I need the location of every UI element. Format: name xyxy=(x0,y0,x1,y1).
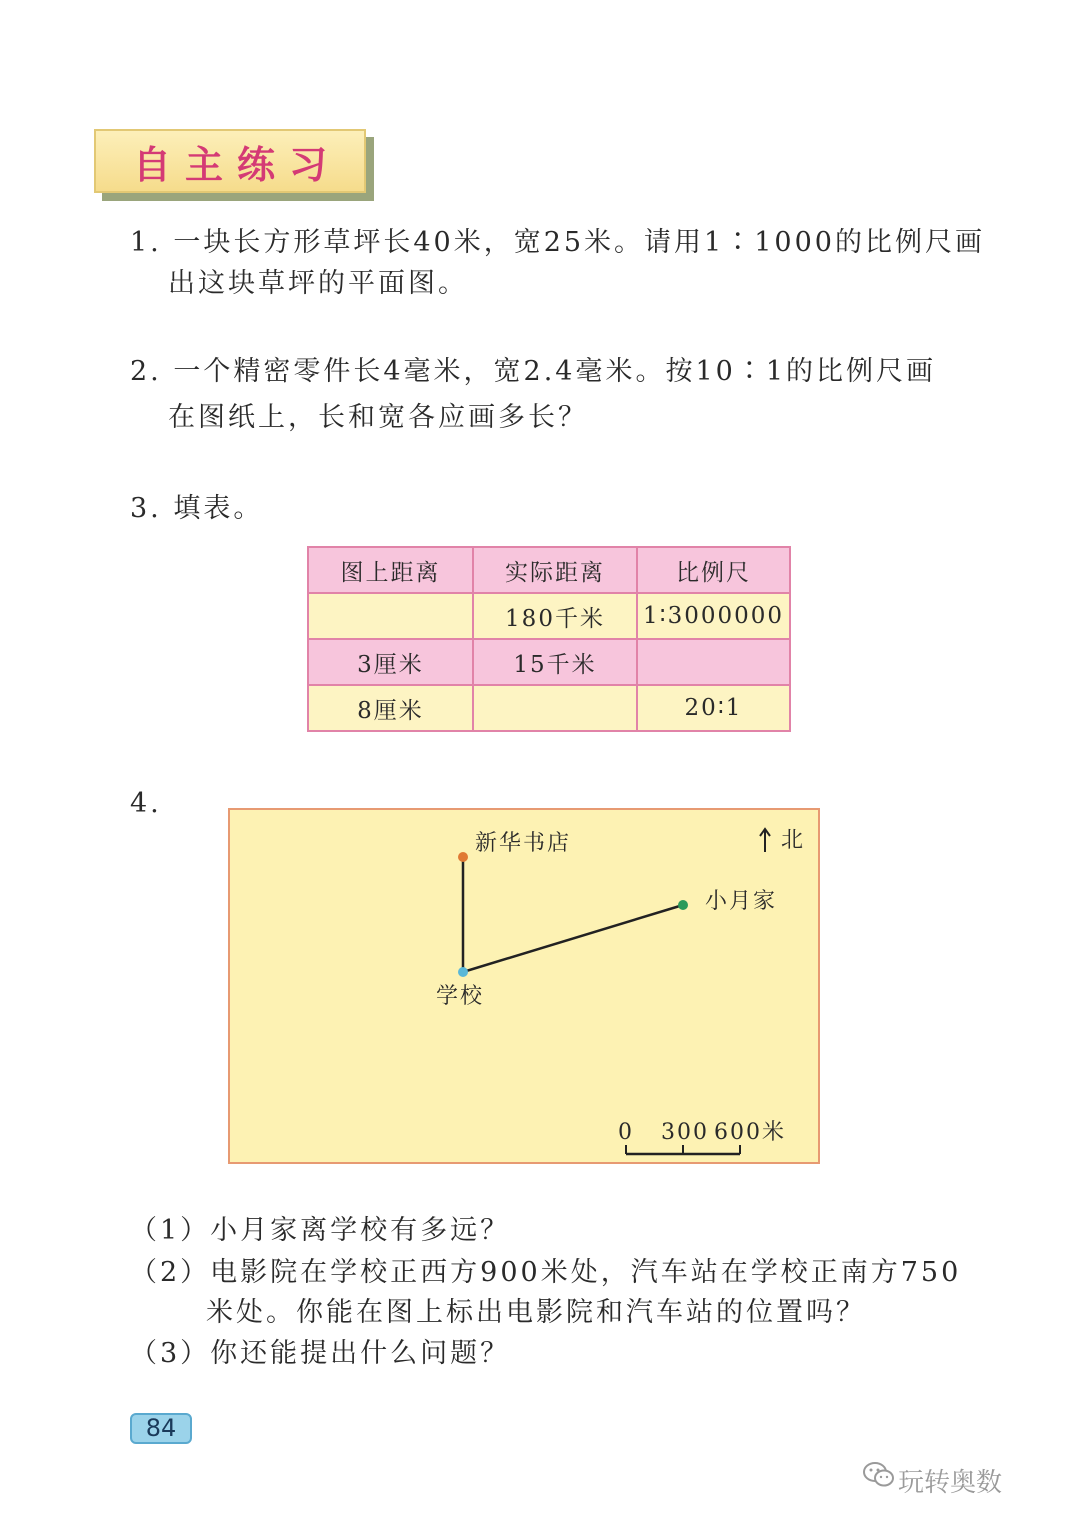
q3-label: 3. 填表。 xyxy=(130,493,264,524)
school-label: 学校 xyxy=(436,984,485,1009)
table-row xyxy=(308,639,790,685)
q4-sub1: （1）小月家离学校有多远？ xyxy=(130,1215,511,1246)
route-school-home xyxy=(463,905,683,972)
page-number: 84 xyxy=(130,1413,192,1444)
q4-sub2-line1: （2）电影院在学校正西方900米处，汽车站在学校正南方750 xyxy=(130,1257,962,1288)
q4-sub3: （3）你还能提出什么问题？ xyxy=(130,1338,511,1369)
q4-label: 4. xyxy=(130,788,162,819)
table-cell: 180千米 xyxy=(473,593,637,639)
bookstore-label: 新华书店 xyxy=(475,831,572,856)
map-drawing xyxy=(230,810,818,1162)
scale-label-300: 300 xyxy=(661,1120,709,1145)
fill-table xyxy=(307,546,791,732)
scale-label-0: 0 xyxy=(618,1120,634,1145)
q1-line2: 出这块草坪的平面图。 xyxy=(168,268,468,299)
header-map-distance: 图上距离 xyxy=(308,547,473,593)
map-diagram xyxy=(228,808,820,1164)
q2-line1: 2. 一个精密零件长4毫米，宽2.4毫米。按10∶1的比例尺画 xyxy=(130,356,936,387)
table-cell: 3厘米 xyxy=(308,639,473,685)
table-cell xyxy=(637,639,790,685)
table-cell xyxy=(473,685,637,731)
bookstore-point xyxy=(458,852,468,862)
home-point xyxy=(678,900,688,910)
q1-line1: 1. 一块长方形草坪长40米，宽25米。请用1∶1000的比例尺画 xyxy=(130,227,985,258)
wechat-icon xyxy=(862,1460,896,1490)
header-actual-distance: 实际距离 xyxy=(473,547,637,593)
table-cell: 15千米 xyxy=(473,639,637,685)
table-cell xyxy=(308,593,473,639)
home-label: 小月家 xyxy=(705,889,778,914)
section-title: 自主练习 xyxy=(132,142,341,187)
q4-sub2-line2: 米处。你能在图上标出电影院和汽车站的位置吗？ xyxy=(206,1297,866,1328)
north-label: 北 xyxy=(781,828,806,853)
table-row xyxy=(308,593,790,639)
school-point xyxy=(458,967,468,977)
table-cell: 1∶3000000 xyxy=(637,593,790,639)
table-cell: 20∶1 xyxy=(637,685,790,731)
table-header-row xyxy=(308,547,790,593)
header-scale: 比例尺 xyxy=(637,547,790,593)
watermark-text: 玩转奥数 xyxy=(898,1468,1003,1498)
table-row xyxy=(308,685,790,731)
q2-line2: 在图纸上，长和宽各应画多长？ xyxy=(168,402,588,433)
table-cell: 8厘米 xyxy=(308,685,473,731)
scale-label-600: 600米 xyxy=(714,1120,786,1145)
title-banner xyxy=(94,129,366,193)
